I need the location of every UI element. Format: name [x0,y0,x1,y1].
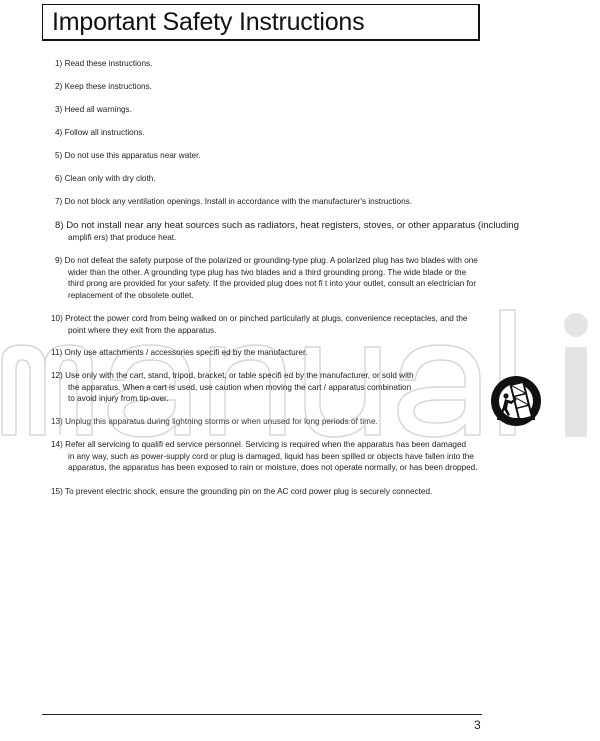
item-text-continued: to avoid injury from tip-over. [68,394,169,403]
instruction-item-13 [51,416,378,428]
item-text: Do not defeat the safety purpose of the polarized or grounding-type plug. A polarized plug has two blades with one [64,256,478,265]
item-text: Only use attachments / accessories specifi ed by the manufacturer. [64,348,308,357]
item-number: 9) [55,256,63,265]
item-text: Refer all servicing to qualifi ed service personnel. Servicing is required when the apparatus has been damaged [65,440,467,449]
item-text: Clean only with dry cloth. [64,174,156,183]
item-text: Keep these instructions. [64,82,152,91]
item-text: Unplug this apparatus during lightning storms or when unused for long periods of time. [65,417,378,426]
item-number: 15) [51,487,63,496]
item-text: Do not block any ventilation openings. Install in accordance with the manufacturer's instructions. [64,197,413,206]
page-title: Important Safety Instructions [52,8,365,36]
item-number: 1) [55,59,63,68]
item-text: Use only with the cart, stand, tripod, bracket, or table specifi ed by the manufacturer, or sold with [65,371,414,380]
item-number: 8) [55,220,64,231]
item-text: Heed all warnings. [64,105,132,114]
instruction-item-3 [55,104,132,116]
item-text: To prevent electric shock, ensure the grounding pin on the AC cord power plug is securely connected. [64,487,433,496]
item-number: 11) [51,348,63,357]
item-text-continued: amplifi ers) that produce heat. [68,232,177,242]
page-number: 3 [474,718,481,732]
item-text-continued: the apparatus. When a cart is used, use caution when moving the cart / apparatus combination [68,382,412,392]
instruction-item-15 [51,486,432,498]
item-text: Do not use this apparatus near water. [64,151,201,160]
item-number: 6) [55,174,63,183]
item-number: 5) [55,151,63,160]
item-number: 10) [51,314,63,323]
item-text: Protect the power cord from being walked on or pinched particularly at plugs, convenience receptacles, and the [65,314,468,323]
item-text-continued: in any way, such as power-supply cord or plug is damaged, liquid has been spilled or objects have fallen into the [68,451,474,461]
item-number: 3) [55,105,63,114]
instruction-item-6 [55,173,156,185]
item-number: 12) [51,371,63,380]
instruction-item-2 [55,81,152,93]
instruction-item-11 [51,347,308,359]
title-box [42,4,480,41]
instruction-item-5 [55,150,201,162]
item-number: 14) [51,440,63,449]
item-number: 7) [55,197,63,206]
item-text-continued: point where they exit from the apparatus. [68,325,217,335]
item-text: Read these instructions. [64,59,153,68]
item-number: 4) [55,128,63,137]
instruction-item-8 [55,220,519,243]
instruction-item-1 [55,58,152,70]
footer-rule [42,714,482,715]
instruction-item-7 [55,196,412,208]
instruction-item-12 [51,370,414,405]
item-number: 2) [55,82,63,91]
instruction-item-10 [51,313,467,336]
item-text-continued: apparatus, the apparatus has been exposed to rain or moisture, does not operate normally, or has been dropped. [68,463,478,472]
item-text-continued: third prong are provided for your safety. If the provided plug does not fi t into your outlet, consult an electrician for [68,279,477,288]
instruction-item-9 [55,255,478,301]
item-text-continued: wider than the other. A grounding type plug has two blades and a third grounding prong. The wide blade or the [68,267,467,277]
instruction-item-14 [51,439,478,474]
item-text: Do not install near any heat sources such as radiators, heat registers, stoves, or other apparatus (including [66,220,519,231]
instruction-item-4 [55,127,145,139]
cart-tip-over-warning-icon [489,374,543,428]
item-text-continued: replacement of the obsolete outlet. [68,290,194,300]
item-number: 13) [51,417,63,426]
item-text: Follow all instructions. [64,128,145,137]
